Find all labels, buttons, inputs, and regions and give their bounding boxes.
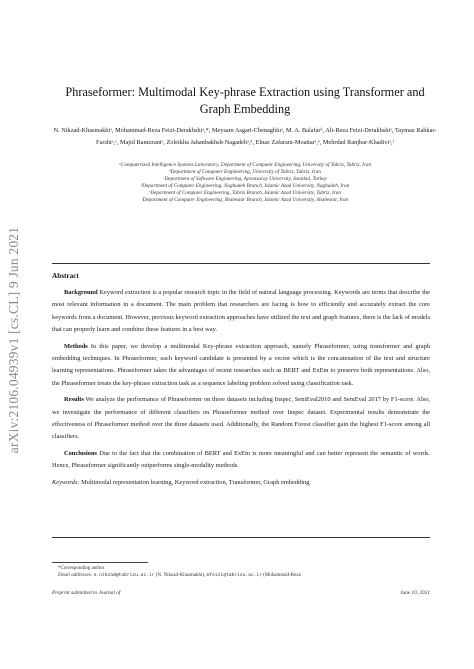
methods-lead: Methods (64, 342, 88, 350)
email-link-2[interactable]: mfeizi@tabrizu.ac.ir (206, 573, 262, 579)
abstract-conclusions-paragraph (52, 448, 430, 473)
arxiv-identifier: arXiv:2106.04939v1 [cs.CL] 9 Jun 2021 (6, 226, 22, 454)
arxiv-stamp (2, 150, 26, 530)
footnote-rule (52, 562, 148, 563)
footer-date: June 10, 2021 (400, 590, 430, 596)
email-label: Email addresses: (58, 573, 93, 579)
abstract-body (52, 287, 430, 489)
conclusions-text: Due to the fact that the combination of BERT and ExEm is more meaningful and can better represent the semantic of words. Hence, Phraseformer significantly outperforms single-modality methods. (52, 449, 430, 470)
conclusions-lead: Conclusions (64, 449, 98, 457)
email-name-2: (Mohammad-Reza (261, 573, 301, 579)
footnotes (52, 565, 430, 580)
background-text: Keyword extraction is a popular research topic in the field of natural language processing. Keywords are terms that describe the most relevant information in a document. The main problem that researchers are facing is how to efficiently and accurately extract the core keywords from a document. However, previous keyword extraction approaches have utilized the text and graph features, there is the lack of models that can properly learn and combine these features in a best way. (52, 289, 430, 334)
keywords-label: Keywords: (52, 478, 80, 486)
affiliation-d: ᵈDepartment of Computer Engineering, Naghadeh Branch, Islamic Azad University, Naghadeh, Iran (140, 183, 350, 190)
results-lead: Results (64, 396, 84, 404)
affiliation-a: ᵃComputerized Intelligence Systems Laboratory, Department of Computer Engineering, University of Tabriz, Tabriz, Iran (118, 162, 372, 168)
affiliation-e: ᵉDepartment of Computer Engineering, Tabriz Branch, Islamic Azad University, Tabriz, Iran (149, 190, 341, 197)
methods-text: In this paper, we develop a multimodal Key-phrase extraction approach, namely Phraseformer, using transformer and graph embedding techniques. In Phraseformer, each keyword candidate is presented by a vector which is the concatenation of the text and structure learning representations. Phraseformer takes the advantages of recent researches such as BERT and ExEm to preserve both representations. Also, the Phraseformer treats the key-phrase extraction task as a sequence labeling problem solved using classification task. (52, 342, 430, 387)
page-footer (52, 590, 430, 596)
email-addresses-note (52, 572, 430, 579)
abstract-top-rule (52, 263, 430, 264)
footer-preprint-note: Preprint submitted to Journal of (52, 590, 121, 596)
abstract-methods-paragraph (52, 341, 430, 391)
background-lead: Background (64, 289, 98, 296)
abstract-bottom-rule (52, 537, 430, 538)
affiliations (40, 162, 450, 205)
abstract-results-paragraph (52, 394, 430, 444)
keywords-text: Multimodal representation learning, Keyword extraction, Transformer, Graph embedding (79, 478, 310, 486)
results-text: We analyze the performance of Phraseformer on three datasets including Inspec, SemEval2010 and SemEval 2017 by F1-score. Also, we investigate the performance of different classifiers on Phraseformer method over Inspec dataset. Experimental results demonstrate the effectiveness of Phraseformer method over the three datasets used. Additionally, the Random Forest classifier gain the highest F1-score among all classifiers. (52, 396, 430, 441)
email-name-1: (N. Nikzad-Khasmakhi), (154, 573, 207, 579)
paper-title: Phraseformer: Multimodal Key-phrase Extraction using Transformer and Graph Embedding (65, 85, 425, 116)
affiliation-f: ᶠDepartment of Computer Engineering, Shabestar Branch, Islamic Azad University, Shabestar, Iran (141, 197, 349, 204)
author-list: N. Nikzad-Khasmakhiᵃ, Mohammad-Reza Feizi-Derakhshiᵃ,*, Meysam Asgari-Chenaghluᵃ, M. A. Balafarᵇ, Ali-Reza Feizi-Derakhshiᵃ, Taymaz Rahkar-Farshiᵃ,ᶜ, Majid Ramezaniᵃ, Zoleikha Jahanbakhsh-Nagadehᵃ,ᵈ, Elnaz Zafarani-Moattarᵃ,ᵉ, Mehrdad Ranjbar-Khadiviᵃ,ᶠ (53, 127, 437, 146)
keywords-line (52, 477, 430, 489)
affiliation-b: ᵇDepartment of Computer Engineering, University of Tabriz, Tabriz, Iran (169, 169, 321, 176)
abstract-heading: Abstract (52, 272, 79, 280)
affiliation-c: ᶜDepartment of Software Engineering, Ayvansaray University, Istanbul, Turkey (163, 176, 327, 183)
email-link-1[interactable]: n.nikzad@tabrizu.ac.ir (93, 573, 155, 579)
abstract-background-paragraph (52, 287, 430, 337)
corresponding-author-note: *Corresponding author (58, 566, 105, 571)
